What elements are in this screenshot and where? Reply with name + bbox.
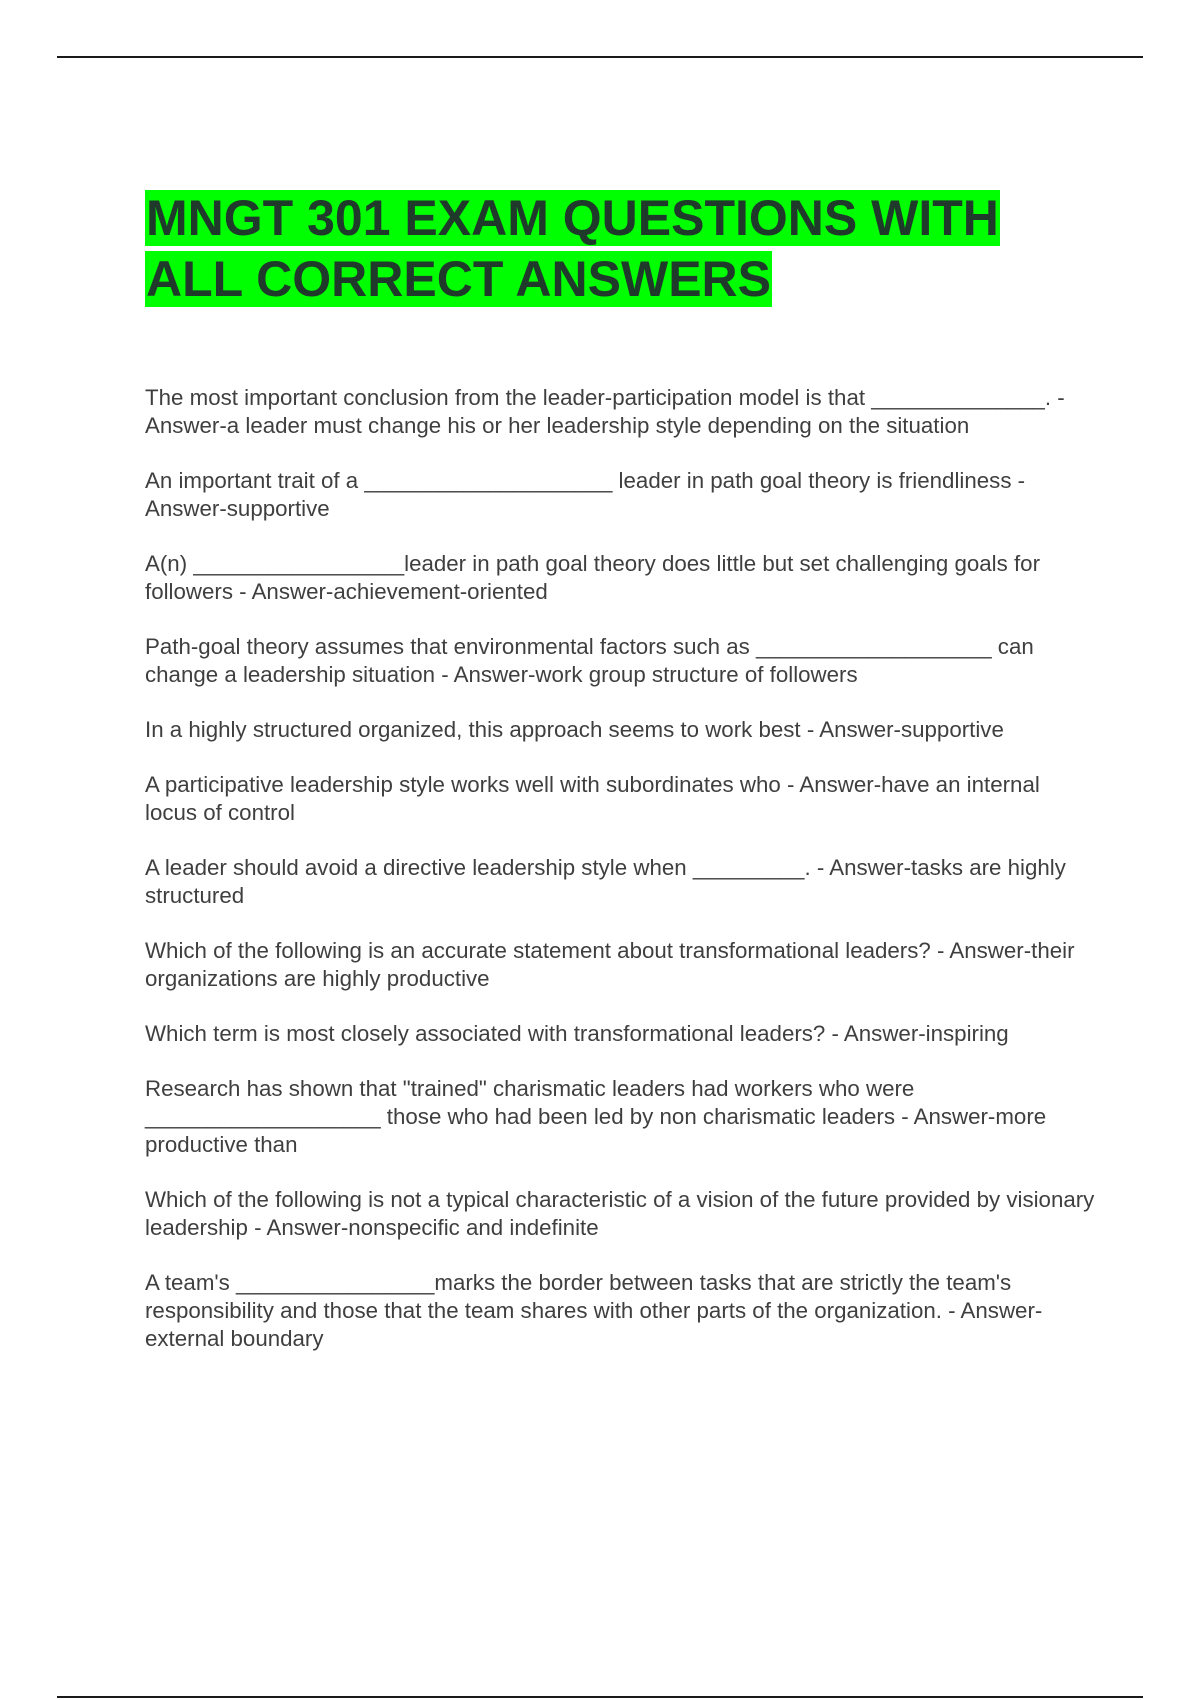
- qa-item: The most important conclusion from the leader-participation model is that ______________. - Answer-a leader must change his or her leadership style depending on the situation: [145, 385, 1065, 438]
- qa-item: A participative leadership style works well with subordinates who - Answer-have an internal locus of control: [145, 772, 1040, 825]
- document-title: [145, 188, 1105, 310]
- qa-item: Which of the following is not a typical characteristic of a vision of the future provided by visionary leadership - Answer-nonspecific and indefinite: [145, 1187, 1095, 1240]
- qa-item: Research has shown that "trained" charismatic leaders had workers who were ___________________ those who had been led by non charismatic leaders - Answer-more productive than: [145, 1076, 1047, 1157]
- top-rule: [57, 56, 1143, 58]
- qa-item: A leader should avoid a directive leadership style when _________. - Answer-tasks are highly structured: [145, 855, 1066, 908]
- qa-item: Which of the following is an accurate statement about transformational leaders? - Answer-their organizations are highly productive: [145, 938, 1075, 991]
- title-line-1: MNGT 301 EXAM QUESTIONS WITH: [146, 190, 999, 246]
- bottom-rule: [57, 1696, 1143, 1698]
- title-line-2: ALL CORRECT ANSWERS: [146, 251, 771, 307]
- qa-item: In a highly structured organized, this approach seems to work best - Answer-supportive: [145, 717, 1004, 742]
- qa-item: A team's ________________marks the border between tasks that are strictly the team's responsibility and those that the team shares with other parts of the organization. - Answer-external boundary: [145, 1270, 1043, 1351]
- qa-item: A(n) _________________leader in path goal theory does little but set challenging goals for followers - Answer-achievement-oriented: [145, 551, 1041, 604]
- qa-item: An important trait of a ____________________ leader in path goal theory is friendliness - Answer-supportive: [145, 468, 1026, 521]
- qa-item: Which term is most closely associated with transformational leaders? - Answer-inspiring: [145, 1021, 1009, 1046]
- question-answer-list: [145, 384, 1095, 1380]
- qa-item: Path-goal theory assumes that environmental factors such as ___________________ can change a leadership situation - Answer-work group structure of followers: [145, 634, 1034, 687]
